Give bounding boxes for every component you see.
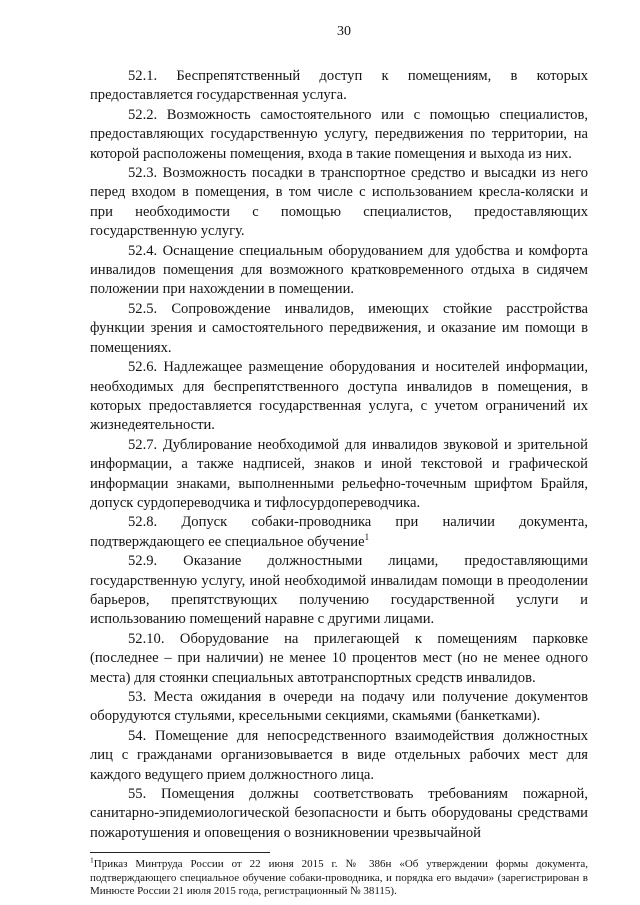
paragraph-52-8 (90, 513, 588, 552)
paragraph-52-4: 52.4. Оснащение специальным оборудованием для удобства и комфорта инвалидов помещения для возможного кратковременного отдыха в сидячем положении при нахождении в помещении. (90, 242, 588, 298)
paragraph-52-1: 52.1. Беспрепятственный доступ к помещениям, в которых предоставляется государственная услуга. (90, 68, 588, 104)
paragraph-52-8-text: 52.8. Допуск собаки-проводника при наличии документа, подтверждающего ее специальное обучение (90, 514, 588, 550)
footnote-mark: 1 (90, 855, 94, 865)
footnote-text: Приказ Минтруда России от 22 июня 2015 г. № 386н «Об утверждении формы документа, подтверждающего специальное обучение собаки-проводника, и порядка его выдачи» (зарегистрирован в Минюсте России 21 июля 2015 года, регистрационный № 38115). (90, 858, 588, 898)
paragraph-52-9: 52.9. Оказание должностными лицами, предоставляющими государственную услугу, иной необходимой инвалидам помощи в преодолении барьеров, препятствующих получению государственной услуги и использованию помещений наравне с другими лицами. (90, 553, 588, 628)
page-number: 30 (337, 24, 351, 39)
paragraph-52-2: 52.2. Возможность самостоятельного или с помощью специалистов, предоставляющих государственную услугу, передвижения по территории, на которой расположены помещения, входа в такие помещения и выхода из них. (90, 106, 588, 162)
paragraph-55: 55. Помещения должны соответствовать требованиям пожарной, санитарно-эпидемиологической безопасности и быть оборудованы средствами пожаротушения и оповещения о возникновении чрезвычайной (90, 786, 588, 841)
document-body (90, 67, 588, 843)
paragraph-53: 53. Места ожидания в очереди на подачу или получение документов оборудуются стульями, кресельными секциями, скамьями (банкетками). (90, 689, 588, 725)
footnote-reference[interactable]: 1 (364, 531, 370, 542)
paragraph-52-3: 52.3. Возможность посадки в транспортное средство и высадки из него перед входом в помещения, в том числе с использованием кресла-коляски и при необходимости с помощью специалистов, предоставляющих государственную услугу. (90, 165, 588, 240)
paragraph-54: 54. Помещение для непосредственного взаимодействия должностных лиц с гражданами организовывается в виде отдельных рабочих мест для каждого ведущего прием должностного лица. (90, 727, 588, 783)
footnote (90, 855, 588, 899)
paragraph-52-10: 52.10. Оборудование на прилегающей к помещениям парковке (последнее – при наличии) не менее 10 процентов мест (но не менее одного места) для стоянки специальных автотранспортных средств инвалидов. (90, 630, 588, 686)
paragraph-52-6: 52.6. Надлежащее размещение оборудования и носителей информации, необходимых для беспрепятственного доступа инвалидов в помещения, в которых предоставляется государственная услуга, с учетом ограничений их жизнедеятельности. (90, 359, 588, 434)
paragraph-52-5: 52.5. Сопровождение инвалидов, имеющих стойкие расстройства функции зрения и самостоятельного передвижения, и оказание им помощи в помещениях. (90, 300, 588, 356)
footnote-divider (90, 852, 270, 853)
paragraph-52-7: 52.7. Дублирование необходимой для инвалидов звуковой и зрительной информации, а также надписей, знаков и иной текстовой и графической информации знаками, выполненными рельефно-точечным шрифтом Брайля, допуск сурдопереводчика и тифлосурдопереводчика. (90, 436, 588, 511)
